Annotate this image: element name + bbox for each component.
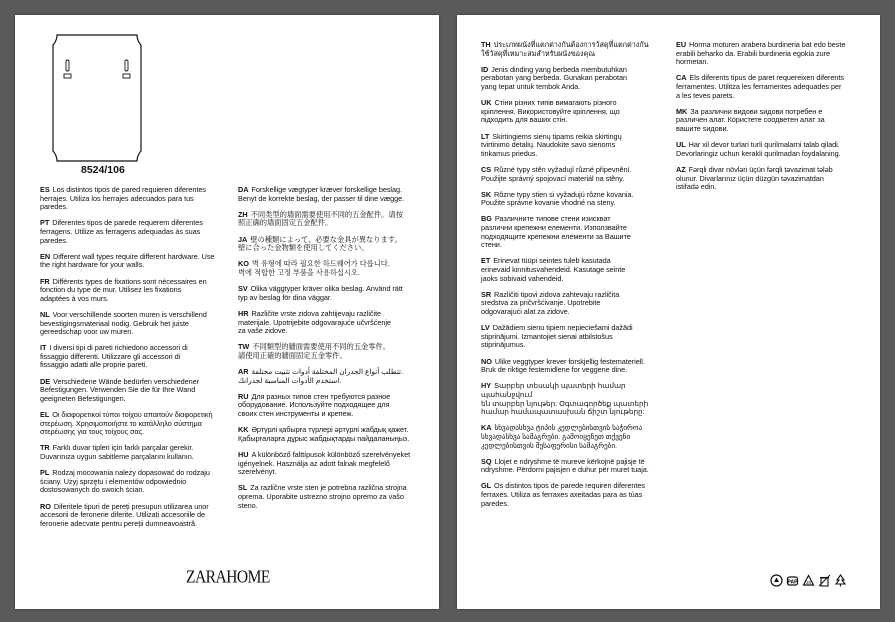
instruction-hr (238, 310, 428, 336)
instruction-line: the right hardware for your walls. (40, 260, 145, 270)
instruction-line: Әртүрлі қабырға түрлері әртүрлі жабдық қажет. (251, 425, 409, 435)
instruction-line: accesorii de feronerie diferite. Utilizați accesoriile de (40, 510, 206, 520)
instruction-cs (481, 166, 677, 183)
instruction-line: Стіни різних типів вимагають різного (494, 98, 617, 108)
recycle-icon (770, 574, 783, 587)
instruction-line: Rodzaj mocowania należy dopasować do rodzaju (52, 468, 210, 478)
language-code: UK (481, 98, 492, 108)
instruction-line: Для разных типов стен требуются разное (251, 391, 391, 401)
language-code: ET (481, 256, 491, 266)
instruction-line: Fərqli divar növləri üçün fərqli təvazimat tələb (688, 164, 833, 174)
instruction-line: Farklı duvar tipleri için farklı parçalar gerekir. (52, 443, 194, 453)
language-code: ZH (238, 209, 248, 219)
instruction-line: Různé typy stěn vyžadují různé připevnění. (494, 164, 632, 174)
instruction-th (481, 41, 677, 58)
model-number: 8524/106 (81, 164, 125, 176)
left-column-1 (40, 186, 240, 536)
instruction-line: paredes. (40, 202, 68, 212)
instruction-ka (481, 424, 677, 450)
instruction-line: 不同类型的墙面需要使用不同的五金配件。请按 (250, 209, 403, 219)
instruction-line: geeigneten Befestigungen. (40, 393, 126, 403)
instruction-line: στερέωση. Χρησιμοποιήστε το κατάλληλο σύστημα (40, 418, 202, 428)
instruction-line: Os distintos tipos de parede requiren diferentes (494, 481, 645, 491)
instruction-en (40, 253, 240, 270)
left-page (15, 15, 439, 609)
instruction-de (40, 378, 240, 404)
instruction-line: steno. (238, 500, 258, 510)
svg-text:20: 20 (805, 580, 812, 585)
instruction-line: своих стен инструменты и крепеж. (238, 409, 354, 419)
instruction-line: 不同類型的牆面需要使用不同的五金零件。 (252, 342, 390, 352)
paper-recycling-icon (786, 574, 799, 587)
instruction-line: a les teves parets. (676, 90, 735, 100)
language-code: HR (238, 308, 249, 318)
language-code: HY (481, 381, 492, 391)
instruction-line: Erinevat tüüpi seintes tuleb kasutada (493, 256, 611, 266)
language-code: RO (40, 501, 51, 511)
zarahome-logo: ZARAHOME (186, 567, 270, 588)
instruction-line: კედლებისთვის შესაფერისი სამაგრები. (481, 440, 618, 450)
instruction-line: Har xil devor turlari turli qurilmalarni talab qiladi. (688, 140, 840, 150)
instruction-line: Diferentes tipos de parede requerem diferentes (52, 218, 203, 228)
instruction-gl (481, 482, 677, 508)
instruction-it (40, 344, 240, 370)
instruction-line: სხვადასხვა ტიპის კედლებისთვის საჭიროა (494, 423, 643, 433)
instruction-line: кріплення. Використовуйте кріплення, що (481, 106, 620, 116)
instruction-line: Llojet e ndryshme të mureve kërkojnë pajisje të (494, 456, 645, 466)
instruction-line: различни крепежни елементи. Използвайте (481, 223, 627, 233)
language-code: NL (40, 309, 50, 319)
instruction-az (676, 166, 872, 192)
instruction-line: za vaše zidove. (238, 326, 288, 336)
language-code: BG (481, 214, 492, 224)
instruction-line: materijale. Upotrijebite odgovarajuće učvršćenje (238, 317, 391, 327)
language-code: SQ (481, 456, 492, 466)
language-code: PL (40, 468, 50, 478)
instruction-zh (238, 211, 428, 228)
instruction-ca (676, 74, 872, 100)
instruction-line: paredes. (481, 498, 509, 508)
instruction-line: են տարբեր նյութեր: Օգտագործեք պատերի (481, 398, 649, 408)
instruction-line: Za različne vrste sten je potrebna različna strojna (250, 483, 407, 493)
instruction-pt (40, 219, 240, 245)
language-code: AZ (676, 164, 686, 174)
instruction-line: igényelnek. Használja az adott falnak megfelelő (238, 458, 390, 468)
instruction-line: Diferitele tipuri de pereți presupun utilizarea unor (53, 501, 209, 511)
language-code: ES (40, 185, 50, 194)
instruction-line: stiprinājumus. (481, 340, 526, 350)
instruction-line: ściany. Użyj sprzętu i elementów odpowiednio (40, 476, 187, 486)
instruction-line: ใช้วัสดุที่เหมาะสมสำหรับผนังของคุณ (481, 48, 596, 58)
instruction-el (40, 411, 240, 437)
instruction-line: За различни видови ѕидови потребен е (690, 106, 823, 116)
instruction-line: perabotan yang berbeda. Gunakan perabotan (481, 73, 628, 83)
instruction-line: 벽 유형에 따라 필요한 하드웨어가 다릅니다. (251, 259, 390, 269)
instruction-sl (238, 484, 428, 510)
instruction-line: Dažādiem sienu tipiem nepieciešami dažādi (492, 323, 633, 333)
language-code: RU (238, 391, 249, 401)
instruction-line: различен алат. Користете соодветен алат за (676, 115, 825, 125)
language-code: CS (481, 164, 492, 174)
instruction-line: feronerie adecvate pentru pereții dumneavoastră. (40, 518, 198, 528)
instruction-line: Skirtingiems sienų tipams reikia skirtingų (492, 131, 622, 141)
language-code: EL (40, 410, 50, 420)
instruction-line: համար համապատասխան ճիշտ նյութերը: (481, 407, 645, 417)
instruction-line: tinkamus priedus. (481, 148, 538, 158)
language-code: CA (676, 73, 687, 83)
language-code: TR (40, 443, 50, 453)
instruction-line: oprema. Uporabite ustrezno strojno opremo za vašo (238, 491, 404, 501)
instruction-line: підходить для ваших стін. (481, 115, 568, 125)
instruction-line: fissaggio differenti. Utilizzare gli accessori di (40, 351, 181, 361)
instruction-nl (40, 311, 240, 337)
instruction-line: Different wall types require different hardware. Use (53, 251, 215, 261)
instruction-line: olunur. Divarlarınız üçün düzgün təvazimatdan (676, 173, 824, 183)
language-code: ID (481, 64, 489, 74)
instruction-line: Տարբեր տեսակի պատերի համար պահանջվում (481, 381, 626, 399)
instruction-line: подходящите крепежни елементи за Вашите (481, 231, 631, 241)
instruction-kk (238, 426, 428, 443)
instruction-line: оборудование. Используйте подходящее для (238, 400, 390, 410)
instruction-line: 照正确的墙面固定五金配件。 (238, 218, 333, 228)
instruction-ru (238, 393, 428, 419)
language-code: IT (40, 343, 47, 353)
language-code: EN (40, 251, 51, 261)
recycling-triangle-icon (802, 574, 815, 587)
instruction-line: Jenis dinding yang berbeda membutuhkan (491, 64, 627, 74)
instruction-line: Použijte správný spojovací materiál na stěny. (481, 173, 625, 183)
instruction-line: Rôzne typy stien si vyžadujú rôzne kovania. (494, 189, 634, 199)
tree-icon (834, 574, 847, 587)
instruction-line: I diversi tipi di pareti richiedono accessori di (49, 343, 188, 353)
instruction-lt (481, 133, 677, 159)
instruction-et (481, 257, 677, 283)
instruction-line: herrajes. Utiliza los herrajes adecuados para tus (40, 193, 194, 203)
instruction-line: ferragens. Utilize as ferragens adequadas às suas (40, 226, 201, 236)
instruction-line: стени. (481, 240, 502, 250)
mirror-outline-diagram (51, 33, 143, 163)
instruction-line: Différents types de fixations sont nécessaires en (52, 276, 207, 286)
instruction-line: ferramentes. Utilitza les ferramentes adequades per (676, 81, 842, 91)
language-code: FR (40, 276, 50, 286)
instruction-line: 壁に合った金物類を使用してください。 (238, 243, 369, 253)
instruction-line: stiprinājumi. Izmantojiet sienai atbilstošus (481, 331, 613, 341)
instruction-line: تتطلب أنواع الجدران المختلفة أدوات تثبيت مختلفة. (251, 367, 404, 377)
right-column-1 (481, 41, 677, 516)
instruction-line: ประเภทผนังที่แตกต่างกันต้องการวัสดุที่แตกต่างกัน (493, 40, 649, 49)
instruction-ko (238, 260, 428, 277)
instruction-line: Forskellige vægtyper kræver forskellige beslag. (251, 185, 402, 194)
instruction-no (481, 358, 677, 375)
language-code: UL (676, 140, 686, 150)
instruction-line: სხვადასხვა სამაგრები. გამოიყენეთ თქვენი (481, 431, 631, 441)
instruction-line: dostosowanych do swoich ścian. (40, 485, 145, 495)
instruction-line: Los distintos tipos de pared requieren diferentes (52, 185, 206, 194)
instruction-line: Различните типове стени изискват (494, 214, 611, 224)
language-code: DA (238, 185, 249, 194)
instruction-sr (481, 291, 677, 317)
instruction-sv (238, 285, 428, 302)
instruction-ro (40, 503, 240, 529)
instruction-line: istifadə edin. (676, 182, 717, 192)
language-code: TW (238, 342, 250, 352)
instruction-line: Voor verschillende soorten muren is verschillend (52, 309, 207, 319)
instruction-sq (481, 458, 677, 475)
instruction-hu (238, 451, 428, 477)
language-code: LT (481, 131, 490, 141)
instruction-hy (481, 382, 677, 416)
language-code: SV (238, 284, 248, 294)
instruction-ja (238, 236, 428, 253)
instruction-line: hormetan. (676, 57, 709, 67)
instruction-line: Različite vrste zidova zahtijevaju različite (251, 308, 382, 318)
instruction-line: Olika väggtyper kräver olika beslag. Använd rätt (250, 284, 403, 294)
instruction-line: Els diferents tipus de paret requereixen diferents (689, 73, 844, 83)
instruction-line: paredes. (40, 235, 68, 245)
instruction-line: A különböző falttípusok különböző szerelvényeket (251, 450, 411, 459)
language-code: MK (676, 106, 688, 116)
instruction-uk (481, 99, 677, 125)
instruction-line: استخدم الأدوات المناسبة لجدرانك. (238, 375, 342, 385)
language-code: KK (238, 425, 249, 435)
language-code: SL (238, 483, 248, 493)
instruction-line: Devorlaringiz uchun kerakli qurilmadan foydalaning. (676, 148, 841, 158)
instruction-line: 벽에 적합한 고정 부품을 사용하십시오. (238, 267, 360, 277)
instruction-line: Ulike veggtyper krever forskjellig festemateriell. (494, 356, 645, 366)
right-page (457, 15, 880, 609)
instruction-line: Horma moturen arabera burdineria bat edo beste (689, 40, 846, 49)
instruction-ul (676, 141, 872, 158)
language-code: TH (481, 40, 491, 49)
svg-text:PAP: PAP (787, 579, 798, 586)
language-code: GL (481, 481, 492, 491)
instruction-line: bevestigingsmateriaal nodig. Gebruik het juiste (40, 318, 189, 328)
instruction-line: Bruk de riktige festemidlene for veggene dine. (481, 365, 628, 375)
language-code: JA (238, 234, 248, 244)
instruction-eu (676, 41, 872, 67)
instruction-tr (40, 444, 240, 461)
language-code: DE (40, 376, 51, 386)
instruction-da (238, 186, 428, 203)
language-code: SR (481, 289, 492, 299)
instruction-line: adaptées à vos murs. (40, 293, 109, 303)
instruction-line: Duvarınıza uygun sabitleme parçalarını kullanın. (40, 452, 194, 461)
language-code: KO (238, 259, 249, 269)
language-code: SK (481, 189, 492, 199)
language-code: AR (238, 367, 249, 377)
instruction-line: στερέωσης για τους τοίχους σας. (40, 427, 145, 437)
instruction-line: gereedschap voor uw muren. (40, 327, 134, 337)
bin-icon (818, 574, 831, 587)
instruction-mk (676, 108, 872, 134)
language-code: NO (481, 356, 492, 366)
instruction-line: 壁の種類によって、必要な金具が異なります。 (250, 234, 402, 244)
language-code: KA (481, 423, 492, 433)
instruction-line: erinevaid kinnitusvahendeid. Kasutage seinte (481, 265, 626, 275)
instruction-line: yang tepat untuk tembok Anda. (481, 81, 581, 91)
instruction-line: fissaggio adatti alle proprie pareti. (40, 360, 148, 370)
instruction-pl (40, 469, 240, 495)
instruction-line: fonction du type de mur. Utilisez les fixations (40, 285, 182, 295)
instruction-bg (481, 215, 677, 249)
right-column-2 (676, 41, 872, 199)
language-code: LV (481, 323, 490, 333)
instruction-line: Қабырғаларға дұрыс жабдықтарды пайдаланыңыз. (238, 433, 410, 443)
instruction-ar (238, 368, 428, 385)
instruction-line: jaoks sobivaid vahendeid. (481, 273, 564, 283)
instruction-line: szerelvényt. (238, 467, 277, 477)
instruction-lv (481, 324, 677, 350)
language-code: PT (40, 218, 50, 228)
instruction-line: ferraxes. Utiliza as ferraxes axeitadas para as túas (481, 490, 643, 500)
instruction-id (481, 66, 677, 92)
instruction-tw (238, 343, 428, 360)
instruction-line: 請使用正確的牆面固定五金零件。 (238, 350, 347, 360)
instruction-line: erabili beharko da. Erabili burdineria egokia zure (676, 48, 831, 58)
left-column-2 (238, 186, 428, 518)
recycling-symbols (770, 574, 847, 587)
instruction-line: Verschiedene Wände bedürfen verschiedener (53, 376, 200, 386)
instruction-line: Οι διαφορετικοί τύποι τοίχου απαιτούν διαφορετική (52, 410, 213, 420)
instruction-line: tvirtinimo detalių. Naudokite savo sienoms (481, 140, 616, 150)
instruction-line: Različiti tipovi zidova zahtevaju različita (494, 289, 620, 299)
instruction-line: Použite správne kovanie vhodné na steny. (481, 198, 616, 208)
instruction-line: вашите ѕидови. (676, 123, 729, 133)
language-code: EU (676, 40, 687, 49)
instruction-line: odgovarajući alat za zidove. (481, 307, 570, 316)
instruction-fr (40, 278, 240, 304)
instruction-line: sredstva za pričvršćivanje. Upotrebite (481, 298, 601, 308)
language-code: HU (238, 450, 249, 459)
instruction-es (40, 186, 240, 212)
instruction-line: Benyt de korrekte beslag, der passer til dine vægge. (238, 193, 405, 203)
instruction-line: typ av beslag för dina väggar. (238, 292, 332, 302)
instruction-line: ndryshme. Përdorni pajisjen e duhur për muret tuaja. (481, 465, 649, 475)
instruction-line: Befestigungen. Verwenden Sie die für Ihre Wand (40, 385, 196, 395)
instruction-sk (481, 191, 677, 208)
